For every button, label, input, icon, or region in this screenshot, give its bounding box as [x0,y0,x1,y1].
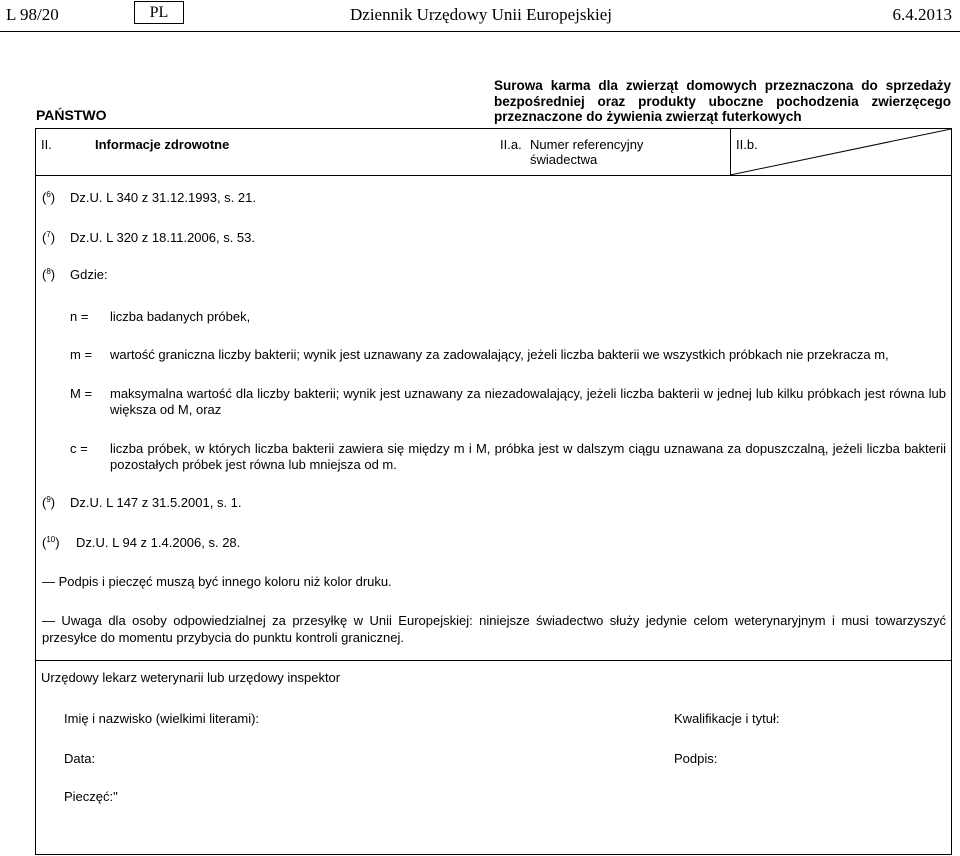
section-header-row [36,129,951,176]
product-title: Surowa karma dla zwierząt domowych przeznaczona do sprzedaży bezpośredniej oraz produkty uboczne pochodzenia zwierzęcego przeznaczone do żywienia zwierząt futerkowych [494,78,951,124]
reference-number-label: Numer referencyjny świadectwa [530,137,644,167]
language-badge: PL [134,1,184,24]
definition-c: c = liczba próbek, w których liczba bakterii zawiera się między m i M, próbka jest w dalszym ciągu uznawana za dopuszczalną, jeżeli liczba bakterii pozostałych próbek jest równa lub mniejsza od m. [70,441,946,472]
signature-separator [36,660,951,661]
definition-M: M = maksymalna wartość dla liczby bakterii; wynik jest uznawany za niezadowalający, jeżeli liczba bakterii w jednej lub kilku próbkach jest równa lub większa od M, oraz [70,386,946,417]
note-signature-colour: — Podpis i pieczęć muszą być innego koloru niż kolor druku. [42,574,392,589]
publication-date: 6.4.2013 [892,5,952,24]
note-consignment: — Uwaga dla osoby odpowiedzialnej za przesyłkę w Unii Europejskiej: niniejsze świadectwo służy jedynie celom weterynaryjnym i musi towarzyszyć przesyłce do momentu przybycia do punktu kontroli granicznej. [42,613,946,645]
section-title: Informacje zdrowotne [95,137,230,152]
signature-block-title: Urzędowy lekarz weterynarii lub urzędowy inspektor [41,670,341,685]
page-reference: L 98/20 [6,5,59,24]
signature-field-label: Podpis: [674,751,718,766]
date-field-label: Data: [64,751,96,766]
header-rule [0,31,960,32]
qualification-field-label: Kwalifikacje i tytuł: [674,711,780,726]
country-label: PAŃSTWO [36,107,107,123]
name-field-label: Imię i nazwisko (wielkimi literami): [64,711,260,726]
section-number: II. [41,137,52,152]
diagonal-strike [730,129,951,175]
stamp-field-label: Pieczęć:" [64,789,118,804]
reference-number-code: II.a. [500,137,522,152]
definition-m: m = wartość graniczna liczby bakterii; wynik jest uznawany za zadowalający, jeżeli liczba bakterii we wszystkich próbkach nie przekracza m, [70,347,889,362]
section-b-code: II.b. [736,137,758,152]
journal-title: Dziennik Urzędowy Unii Europejskiej [350,5,613,24]
definition-n: n = liczba badanych próbek, [70,309,251,324]
certificate-frame: II. Informacje zdrowotne II.a. Numer referencyjny świadectwa II.b. ($^6$) Dz.U. L 340 z 31.12.1993, s. 21. ($^7$) Dz.U. L 320 z 18.11.2006, s. 53. ($^8$) Gdzie: n = liczba badanych próbek, m = wartość graniczna liczby bakterii; wynik jest uznawany za zadowalający, jeżeli liczba bakterii we wszystkich próbkach nie przekracza m, M = maksymalna wartość dla liczby bakterii; wynik jest uznawany za niezadowalający, jeżeli liczba bakterii w jednej lub kilku próbkach jest równa lub większa od M, oraz c = liczba próbek, w których liczba bakterii zawiera się między m i M, próbka jest w dalszym ciągu uznawana za dopuszczalną, jeżeli liczba bakterii pozostałych próbek jest równa lub mniejsza od m. ($^9$) Dz.U. L 147 z 31.5.2001, s. 1. ($^{10}$) Dz.U. L 94 z 1.4.2006, s. 28. — Podpis i pieczęć muszą być innego koloru niż kolor druku. — Uwaga dla osoby odpowiedzialnej za przesyłkę w Unii Europejskiej: niniejsze świadectwo służy jedynie celom weterynaryjnym i musi towarzyszyć przesyłce do momentu przybycia do punktu kontroli granicznej. Urzędowy lekarz weterynarii lub urzędowy inspektor Imię i nazwisko (wielkimi literami): Kwalifikacje i tytuł: Data: Podpis: Pieczęć:" [35,128,952,855]
